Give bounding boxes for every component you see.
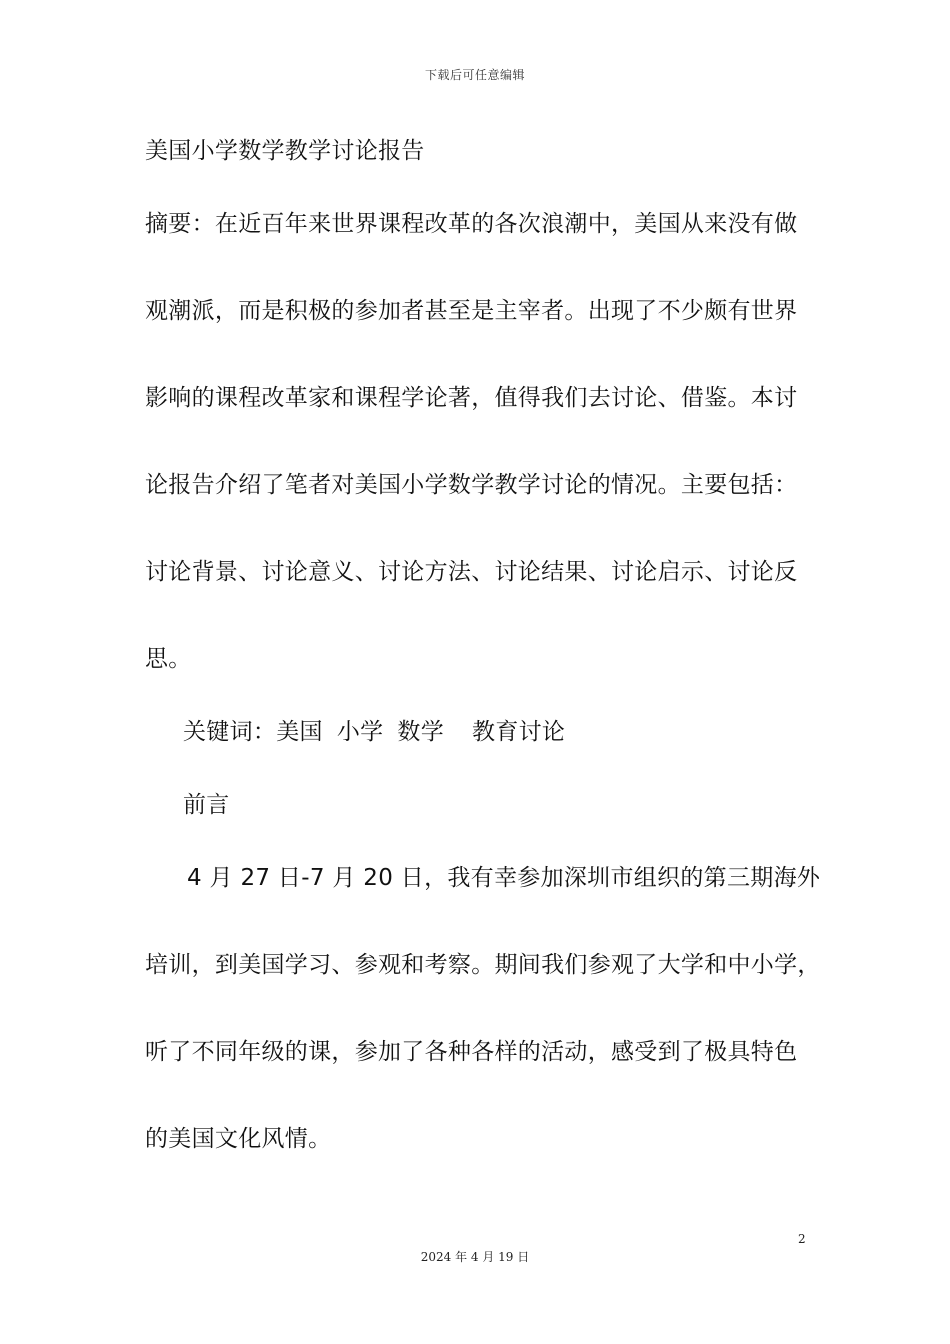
abstract-line-3: 影响的课程改革家和课程学论著，值得我们去讨论、借鉴。本讨 xyxy=(145,385,798,411)
document-title: 美国小学数学教学讨论报告 xyxy=(145,138,425,164)
page-number: 2 xyxy=(798,1232,806,1246)
keyword-item: 数学 xyxy=(397,719,445,745)
abstract-line-5: 讨论背景、讨论意义、讨论方法、讨论结果、讨论启示、讨论反 xyxy=(145,559,798,585)
keyword-item: 美国 xyxy=(276,719,323,745)
header-note: 下载后可任意编辑 xyxy=(424,68,525,82)
preface-line-1: 4 月 27 日-7 月 20 日，我有幸参加深圳市组织的第三期海外 xyxy=(187,865,821,891)
preface-heading: 前言 xyxy=(183,792,230,818)
abstract-line-1: 摘要：在近百年来世界课程改革的各次浪潮中，美国从来没有做 xyxy=(145,211,798,237)
preface-line-4: 的美国文化风情。 xyxy=(145,1126,332,1152)
abstract-line-4: 论报告介绍了笔者对美国小学数学教学讨论的情况。主要包括： xyxy=(145,472,798,498)
keywords-line xyxy=(183,717,565,747)
keyword-item: 教育讨论 xyxy=(472,719,566,745)
keywords-label: 关键词： xyxy=(183,719,277,745)
footer-date: 2024 年 4 月 19 日 xyxy=(420,1250,530,1264)
preface-line-3: 听了不同年级的课，参加了各种各样的活动，感受到了极具特色 xyxy=(145,1039,798,1065)
abstract-line-6: 思。 xyxy=(145,646,192,672)
keyword-item: 小学 xyxy=(336,719,384,745)
abstract-line-2: 观潮派，而是积极的参加者甚至是主宰者。出现了不少颇有世界 xyxy=(145,298,798,324)
preface-line-2: 培训，到美国学习、参观和考察。期间我们参观了大学和中小学， xyxy=(145,952,821,978)
